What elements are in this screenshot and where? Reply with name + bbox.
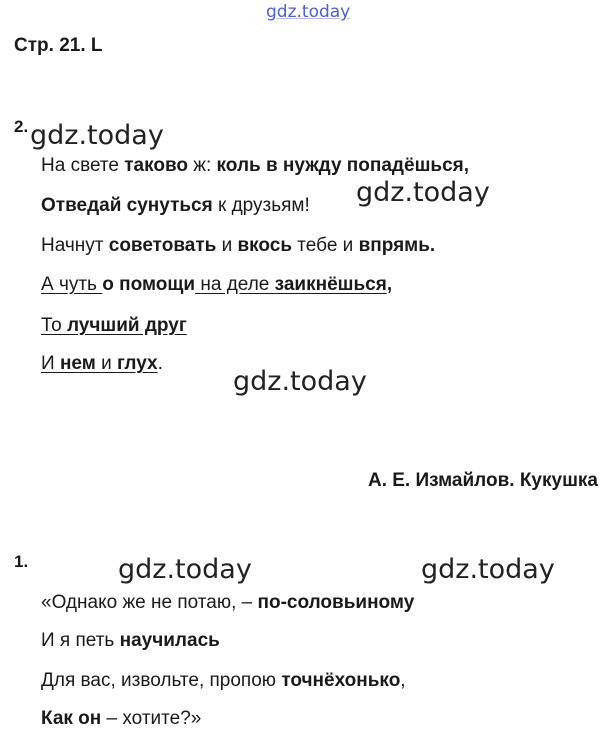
text-segment: впрямь.: [358, 235, 436, 256]
text-segment: .: [157, 353, 163, 374]
text-segment: И я петь: [41, 630, 120, 651]
text-segment: заикнёшься: [274, 274, 387, 295]
text-segment: То: [41, 315, 67, 336]
text-segment: нем: [59, 353, 96, 374]
poem-line: [41, 708, 201, 730]
text-segment: Отведай сунуться: [41, 195, 213, 216]
text-segment: Как он: [41, 708, 102, 729]
text-segment: ,: [400, 670, 406, 691]
poem-line: [41, 315, 187, 337]
poem-line: [41, 630, 220, 652]
poem-line: [41, 670, 406, 692]
text-segment: и: [216, 235, 238, 256]
text-segment: лучший друг: [66, 315, 187, 336]
poem-line: [41, 195, 310, 217]
watermark: gdz.today: [356, 177, 490, 208]
poem-line: [41, 353, 163, 375]
text-segment: таково: [124, 155, 188, 176]
poem-line: [41, 274, 392, 296]
text-segment: научилась: [119, 630, 220, 651]
watermark-top: gdz.today: [266, 2, 351, 22]
poem-line: [41, 235, 435, 257]
text-segment: точнёхонько: [281, 670, 401, 691]
page-heading: Стр. 21. L: [14, 35, 103, 56]
text-segment: коль в нужду попадёшься,: [216, 155, 470, 176]
poem-line: [41, 155, 469, 177]
watermark: gdz.today: [30, 120, 164, 151]
text-segment: ж:: [188, 155, 217, 176]
text-segment: и: [95, 353, 117, 374]
text-segment: И: [41, 353, 60, 374]
text-segment: А чуть: [41, 274, 103, 295]
text-segment: о помощи: [102, 274, 196, 295]
text-segment: Начнут: [41, 235, 109, 256]
poem-line: [41, 592, 414, 614]
text-segment: к друзьям!: [212, 195, 310, 216]
text-segment: вкось: [237, 235, 293, 256]
text-segment: на деле: [195, 274, 275, 295]
text-segment: Для вас, извольте, пропою: [41, 670, 282, 691]
text-segment: советовать: [108, 235, 217, 256]
task-2-number: 2.: [14, 117, 29, 136]
watermark: gdz.today: [118, 554, 252, 585]
text-segment: по-соловьиному: [257, 592, 415, 613]
text-segment: тебе и: [292, 235, 359, 256]
text-segment: – хотите?»: [101, 708, 202, 729]
watermark: gdz.today: [421, 554, 555, 585]
author-attribution: А. Е. Измайлов. Кукушка: [367, 470, 598, 491]
task-1-number: 1.: [14, 552, 29, 571]
text-segment: На свете: [41, 155, 125, 176]
text-segment: ,: [386, 274, 393, 295]
text-segment: глух: [116, 353, 158, 374]
watermark: gdz.today: [233, 366, 367, 397]
text-segment: «Однако же не потаю, –: [41, 592, 258, 613]
